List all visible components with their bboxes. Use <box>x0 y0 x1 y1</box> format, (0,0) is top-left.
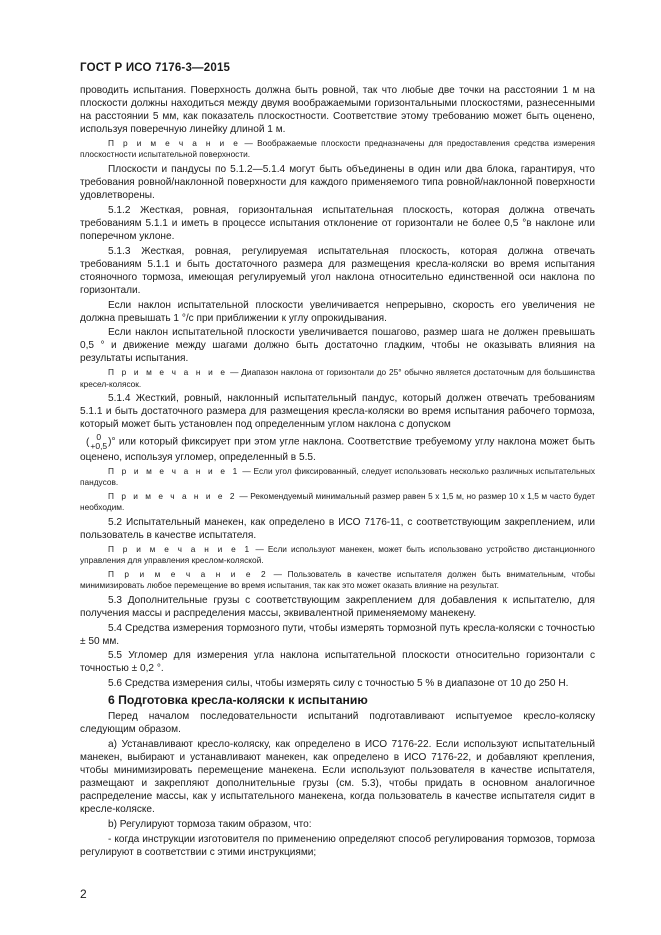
note <box>80 491 595 514</box>
paragraph: 5.6 Средства измерения силы, чтобы измерять силу с точностью 5 % в диапазоне от 10 до 250 Н. <box>108 678 569 690</box>
tolerance-fraction <box>90 433 107 451</box>
page-number: 2 <box>80 887 87 901</box>
paragraph: 5.1.3 Жесткая, ровная, регулируемая испытательная плоскость, которая должна отвечать требованиям 5.1.1 и быть достаточного размера для размещения кресла-коляски во время испытания стояночного тормоза, имеющая регулируемый угол наклона относительно единственной оси наклона по горизонтали. <box>80 245 595 296</box>
document-body <box>80 84 595 860</box>
note-text: — Пользователь в качестве испытателя должен быть внимательным, чтобы минимизировать любое перемещение во время испытания, так как это может оказать влияние на результат. <box>80 568 595 591</box>
tolerance-close-paren: )° <box>108 437 116 449</box>
note-label: П р и м е ч а н и е 1 <box>108 465 240 476</box>
paragraph: b) Регулируют тормоза таким образом, что: <box>108 818 312 830</box>
paragraph: Перед началом последовательности испытаний подготавливают испытуемое кресло-коляску следующим образом. <box>80 711 595 736</box>
note <box>80 544 595 567</box>
paragraph: 5.2 Испытательный манекен, как определено в ИСО 7176-11, с соответствующим закреплением, или пользователь в качестве испытателя. <box>80 516 595 541</box>
page-header: ГОСТ Р ИСО 7176-3—2015 <box>80 62 231 74</box>
note-text: — Если угол фиксированный, следует использовать несколько различных испытательных пандусов. <box>80 465 595 488</box>
paragraph: 5.3 Дополнительные грузы с соответствующим закреплением для добавления к испытателю, для получения массы и распределения массы, эквивалентной применяемому манекену. <box>80 594 595 620</box>
paragraph: 5.1.4 Жесткий, ровный, наклонный испытательный пандус, который должен отвечать требованиям 5.1.1 и быть достаточного размера для размещения кресла-коляски во время испытания рабочего тормоза, который может быть установлен под определенным углом наклона с допуском <box>80 393 595 431</box>
note-label: П р и м е ч а н и е <box>108 366 228 377</box>
paragraph: - когда инструкции изготовителя по применению определяют способ регулирования тормозов, тормоза регулируют в соответствии с этими инструкциями; <box>80 833 595 858</box>
tolerance-upper: 0 <box>96 432 102 443</box>
note-label: П р и м е ч а н и е 2 <box>108 490 237 501</box>
note-text: — Диапазон наклона от горизонтали до 25° обычно является достаточным для большинства кресел-колясок. <box>80 366 595 389</box>
note-text: — Рекомендуемый минимальный размер равен 5 х 1,5 м, но размер 10 х 1,5 м часто будет необходим. <box>80 490 596 513</box>
note <box>80 569 595 592</box>
note <box>80 466 595 489</box>
paragraph: 5.5 Угломер для измерения угла наклона испытательной плоскости относительно горизонтали с точностью ± 0,2 °. <box>80 650 595 675</box>
paragraph: проводить испытания. Поверхность должна быть ровной, так что любые две точки на расстоянии 1 м на плоскости должны находиться между двумя воображаемыми горизонтальными плоскостями, разнесенными на расстоянии 5 мм, как показатель плоскостности. Соответствие этому требованию может быть оценено, используя поверечную линейку длиной 1 м. <box>80 85 595 136</box>
section-heading: 6 Подготовка кресла-коляски к испытанию <box>108 693 368 708</box>
paragraph: a) Устанавливают кресло-коляску, как определено в ИСО 7176-22. Если используют испытательный манекен, выбирают и устанавливают манекен, как определено в ИСО 7176-22, и добавляют крепления, чтобы минимизировать перемещение манекена. Если используют пользователя в качестве испытателя, размещают и закрепляют дополнительные грузы (см. 5.3), чтобы придать в основном аналогичное распределение массы, как у испытательного манекена, когда пользователь в качестве испытателя сидит в кресле-коляске. <box>80 738 595 816</box>
note-text: — Если используют манекен, может быть использовано устройство дистанционного управления для управления креслом-коляской. <box>80 543 595 566</box>
note-label: П р и м е ч а н и е <box>108 137 241 148</box>
paragraph: Плоскости и пандусы по 5.1.2—5.1.4 могут быть объединены в один или два блока, гарантируя, что требования ровной/наклонной поверхности для каждого применяемого типа ровной/наклонной поверхности удовлетворены. <box>80 164 595 202</box>
paragraph: 5.4 Средства измерения тормозного пути, чтобы измерять тормозной путь кресла-коляски с точностью ± 50 мм. <box>80 622 595 647</box>
note <box>80 138 595 161</box>
note-label: П р и м е ч а н и е 1 <box>108 543 252 554</box>
note-text: — Воображаемые плоскости предназначены для предоставления средства измерения плоскостности испытательной поверхности. <box>80 137 595 160</box>
paragraph: 5.1.2 Жесткая, ровная, горизонтальная испытательная плоскость, которая должна отвечать требованиям 5.1.1 и иметь в процессе испытания отклонение от горизонтали не более 0,5 °в наклоне или поперечном уклоне. <box>80 204 595 243</box>
note-label: П р и м е ч а н и е 2 <box>108 568 269 579</box>
note <box>80 367 595 390</box>
tolerance-lower: +0,5 <box>90 441 108 452</box>
paragraph: Если наклон испытательной плоскости увеличивается непрерывно, скорость его увеличения не должна превышать 1 °/с при приближении к углу опрокидывания. <box>80 299 595 324</box>
paragraph: Если наклон испытательной плоскости увеличивается пошагово, размер шага не должен превышать 0,5 ° и движение между шагами должно быть достаточно гладким, чтобы не оказывать влияния на результаты испытания. <box>80 327 595 365</box>
tolerance-open-paren: ( <box>86 437 90 449</box>
paragraph-text: или который фиксирует при этом угле наклона. Соответствие требуемому углу наклона может быть оценено, используя угломер, определенный в 5.5. <box>80 437 595 464</box>
paragraph-with-tolerance <box>80 433 595 464</box>
